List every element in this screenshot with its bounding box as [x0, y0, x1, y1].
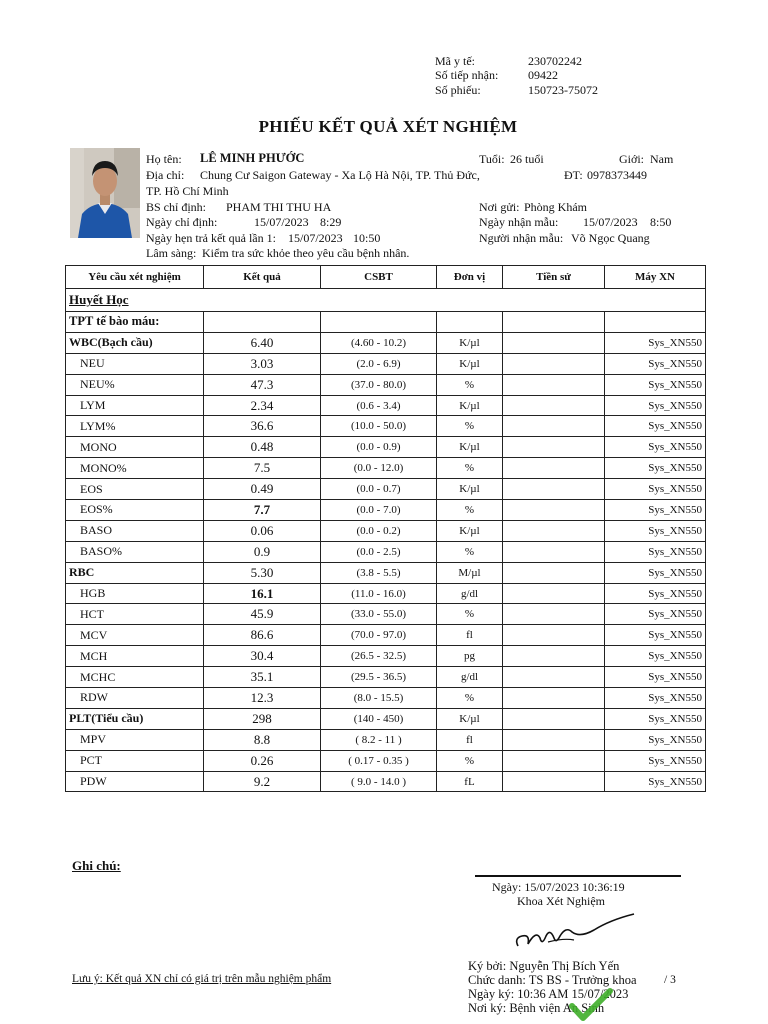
history [503, 708, 605, 729]
history [503, 625, 605, 646]
machine: Sys_XN550 [605, 729, 706, 750]
result-value: 86.6 [204, 625, 321, 646]
test-name: NEU [66, 353, 204, 374]
col-header-result: Kết quả [204, 266, 321, 289]
patient-address-line2: TP. Hồ Chí Minh [146, 184, 229, 198]
unit: K/µl [437, 332, 503, 353]
empty-cell [437, 312, 503, 333]
results-table [65, 265, 706, 792]
unit: % [437, 416, 503, 437]
machine: Sys_XN550 [605, 667, 706, 688]
reference-range: (10.0 - 50.0) [321, 416, 437, 437]
test-name: EOS% [66, 500, 204, 521]
unit: K/µl [437, 395, 503, 416]
gender-label: Giới: [619, 152, 645, 166]
reference-range: (0.0 - 0.9) [321, 437, 437, 458]
machine: Sys_XN550 [605, 541, 706, 562]
reference-range: (4.60 - 10.2) [321, 332, 437, 353]
machine: Sys_XN550 [605, 625, 706, 646]
history [503, 562, 605, 583]
empty-cell [605, 312, 706, 333]
test-name: WBC(Bạch cầu) [66, 332, 204, 353]
history [503, 479, 605, 500]
table-row [66, 416, 706, 437]
unit: g/dl [437, 667, 503, 688]
unit: % [437, 374, 503, 395]
machine: Sys_XN550 [605, 332, 706, 353]
section-title: Huyết Học [66, 289, 706, 312]
history [503, 646, 605, 667]
reference-range: (26.5 - 32.5) [321, 646, 437, 667]
table-row [66, 729, 706, 750]
test-name: MCH [66, 646, 204, 667]
disclaimer: Lưu ý: Kết quả XN chỉ có giá trị trên mẫu nghiệm phẩm [72, 973, 332, 985]
receive-time: 8:50 [650, 215, 672, 229]
age-label: Tuổi: [479, 152, 505, 166]
result-value: 5.30 [204, 562, 321, 583]
test-name: PCT [66, 750, 204, 771]
history [503, 374, 605, 395]
sender-value: Phòng Khám [524, 200, 587, 214]
machine: Sys_XN550 [605, 374, 706, 395]
history [503, 604, 605, 625]
receive-date: 15/07/2023 [583, 215, 638, 229]
unit: % [437, 458, 503, 479]
result-value: 298 [204, 708, 321, 729]
machine: Sys_XN550 [605, 771, 706, 792]
col-header-unit: Đơn vị [437, 266, 503, 289]
test-name: EOS [66, 479, 204, 500]
result-value: 8.8 [204, 729, 321, 750]
reference-range: (2.0 - 6.9) [321, 353, 437, 374]
test-name: LYM% [66, 416, 204, 437]
result-value: 47.3 [204, 374, 321, 395]
table-row [66, 708, 706, 729]
reference-range: (3.8 - 5.5) [321, 562, 437, 583]
empty-cell [503, 312, 605, 333]
ma-y-te-label: Mã y tế: [435, 54, 475, 68]
receive-date-label: Ngày nhận mẫu: [479, 215, 559, 229]
result-value: 7.7 [204, 500, 321, 521]
reference-range: (8.0 - 15.5) [321, 688, 437, 709]
result-value: 36.6 [204, 416, 321, 437]
result-value: 16.1 [204, 583, 321, 604]
so-tiep-nhan-label: Số tiếp nhận: [435, 68, 499, 82]
unit: % [437, 500, 503, 521]
sender-label: Nơi gửi: [479, 200, 520, 214]
machine: Sys_XN550 [605, 416, 706, 437]
verified-check-icon [568, 988, 614, 1024]
reference-range: (0.0 - 0.7) [321, 479, 437, 500]
test-name: MONO% [66, 458, 204, 479]
reference-range: (0.0 - 2.5) [321, 541, 437, 562]
test-name: MONO [66, 437, 204, 458]
signature-divider [475, 875, 681, 877]
patient-gender: Nam [650, 152, 674, 166]
so-phieu-label: Số phiếu: [435, 83, 481, 97]
unit: K/µl [437, 520, 503, 541]
reference-range: (0.0 - 7.0) [321, 500, 437, 521]
result-value: 12.3 [204, 688, 321, 709]
so-phieu-value: 150723-75072 [528, 83, 598, 97]
signed-date: Ngày ký: 10:36 AM 15/07/2023 [468, 987, 629, 1001]
machine: Sys_XN550 [605, 479, 706, 500]
table-header-row [66, 266, 706, 289]
machine: Sys_XN550 [605, 688, 706, 709]
machine: Sys_XN550 [605, 646, 706, 667]
signed-by: Ký bởi: Nguyễn Thị Bích Yến [468, 959, 620, 973]
col-header-range: CSBT [321, 266, 437, 289]
unit: % [437, 750, 503, 771]
ma-y-te-value: 230702242 [528, 54, 582, 68]
history [503, 458, 605, 479]
unit: % [437, 541, 503, 562]
test-name: PDW [66, 771, 204, 792]
result-value: 7.5 [204, 458, 321, 479]
history [503, 500, 605, 521]
machine: Sys_XN550 [605, 562, 706, 583]
reference-range: (37.0 - 80.0) [321, 374, 437, 395]
document-title: PHIẾU KẾT QUẢ XÉT NGHIỆM [258, 117, 518, 136]
test-name: RBC [66, 562, 204, 583]
machine: Sys_XN550 [605, 520, 706, 541]
reference-range: (11.0 - 16.0) [321, 583, 437, 604]
machine: Sys_XN550 [605, 395, 706, 416]
test-name: PLT(Tiểu cầu) [66, 708, 204, 729]
table-row [66, 353, 706, 374]
reference-range: (70.0 - 97.0) [321, 625, 437, 646]
machine: Sys_XN550 [605, 750, 706, 771]
unit: K/µl [437, 437, 503, 458]
table-row [66, 688, 706, 709]
table-row [66, 667, 706, 688]
history [503, 583, 605, 604]
reference-range: (33.0 - 55.0) [321, 604, 437, 625]
return-time: 10:50 [353, 231, 381, 245]
sign-date-line: Ngày: 15/07/2023 10:36:19 [492, 880, 625, 894]
doctor-name: PHAM THI THU HA [226, 200, 332, 214]
unit: K/µl [437, 353, 503, 374]
history [503, 332, 605, 353]
table-row [66, 395, 706, 416]
order-time: 8:29 [320, 215, 342, 229]
result-value: 0.06 [204, 520, 321, 541]
table-row [66, 520, 706, 541]
section-row [66, 289, 706, 312]
result-value: 6.40 [204, 332, 321, 353]
unit: pg [437, 646, 503, 667]
machine: Sys_XN550 [605, 458, 706, 479]
table-row [66, 332, 706, 353]
table-row [66, 771, 706, 792]
history [503, 667, 605, 688]
empty-cell [204, 312, 321, 333]
return-label: Ngày hẹn trả kết quả lần 1: [146, 231, 276, 245]
unit: fl [437, 625, 503, 646]
patient-photo [70, 148, 140, 238]
result-value: 2.34 [204, 395, 321, 416]
signer-position: Chức danh: TS BS - Trưởng khoa [468, 973, 637, 987]
test-name: LYM [66, 395, 204, 416]
history [503, 353, 605, 374]
history [503, 395, 605, 416]
so-tiep-nhan-value: 09422 [528, 68, 558, 82]
order-date-label: Ngày chỉ định: [146, 215, 218, 229]
department: Khoa Xét Nghiệm [517, 894, 605, 908]
result-value: 35.1 [204, 667, 321, 688]
test-name: BASO% [66, 541, 204, 562]
reference-range: (0.6 - 3.4) [321, 395, 437, 416]
machine: Sys_XN550 [605, 500, 706, 521]
result-value: 0.49 [204, 479, 321, 500]
order-date: 15/07/2023 [254, 215, 309, 229]
clinical-value: Kiểm tra sức khỏe theo yêu cầu bệnh nhân. [202, 246, 410, 260]
note-label: Ghi chú: [72, 858, 121, 873]
col-header-test: Yêu cầu xét nghiệm [66, 266, 204, 289]
address-label: Địa chỉ: [146, 168, 185, 182]
table-row [66, 750, 706, 771]
history [503, 416, 605, 437]
reference-range: ( 8.2 - 11 ) [321, 729, 437, 750]
unit: % [437, 688, 503, 709]
result-value: 45.9 [204, 604, 321, 625]
unit: K/µl [437, 708, 503, 729]
table-row [66, 625, 706, 646]
empty-cell [321, 312, 437, 333]
test-name: NEU% [66, 374, 204, 395]
table-row [66, 479, 706, 500]
unit: fl [437, 729, 503, 750]
table-row [66, 604, 706, 625]
unit: g/dl [437, 583, 503, 604]
patient-age: 26 tuổi [510, 152, 544, 166]
test-name: RDW [66, 688, 204, 709]
history [503, 520, 605, 541]
machine: Sys_XN550 [605, 437, 706, 458]
result-value: 0.26 [204, 750, 321, 771]
reference-range: (0.0 - 0.2) [321, 520, 437, 541]
history [503, 771, 605, 792]
unit: M/µl [437, 562, 503, 583]
table-row [66, 437, 706, 458]
reference-range: (140 - 450) [321, 708, 437, 729]
name-label: Họ tên: [146, 152, 182, 166]
table-row [66, 458, 706, 479]
reference-range: (0.0 - 12.0) [321, 458, 437, 479]
result-value: 0.48 [204, 437, 321, 458]
test-name: BASO [66, 520, 204, 541]
reference-range: (29.5 - 36.5) [321, 667, 437, 688]
phone-label: ĐT: [564, 168, 583, 182]
history [503, 729, 605, 750]
unit: fL [437, 771, 503, 792]
patient-phone: 0978373449 [587, 168, 647, 182]
signed-place: Nơi ký: Bệnh viện An Sinh [468, 1001, 605, 1015]
clinical-label: Lâm sàng: [146, 246, 197, 260]
col-header-history: Tiền sử [503, 266, 605, 289]
machine: Sys_XN550 [605, 353, 706, 374]
col-header-machine: Máy XN [605, 266, 706, 289]
reference-range: ( 0.17 - 0.35 ) [321, 750, 437, 771]
test-name: HCT [66, 604, 204, 625]
machine: Sys_XN550 [605, 708, 706, 729]
result-value: 3.03 [204, 353, 321, 374]
result-value: 0.9 [204, 541, 321, 562]
group-row [66, 312, 706, 333]
doctor-label: BS chỉ định: [146, 200, 207, 214]
handwritten-signature [510, 908, 640, 954]
table-row [66, 541, 706, 562]
machine: Sys_XN550 [605, 583, 706, 604]
table-row [66, 374, 706, 395]
receiver-label: Người nhận mẫu: [479, 231, 564, 245]
page-number: / 3 [664, 974, 676, 986]
return-date: 15/07/2023 [288, 231, 343, 245]
test-name: HGB [66, 583, 204, 604]
history [503, 750, 605, 771]
group-title: TPT tế bào máu: [66, 312, 204, 333]
test-name: MPV [66, 729, 204, 750]
table-row [66, 583, 706, 604]
unit: % [437, 604, 503, 625]
patient-address-line1: Chung Cư Saigon Gateway - Xa Lộ Hà Nội, TP. Thủ Đức, [200, 168, 480, 182]
machine: Sys_XN550 [605, 604, 706, 625]
result-value: 9.2 [204, 771, 321, 792]
unit: K/µl [437, 479, 503, 500]
table-row [66, 500, 706, 521]
history [503, 541, 605, 562]
result-value: 30.4 [204, 646, 321, 667]
history [503, 437, 605, 458]
receiver-name: Võ Ngọc Quang [571, 231, 650, 245]
test-name: MCV [66, 625, 204, 646]
patient-name: LÊ MINH PHƯỚC [200, 151, 305, 165]
history [503, 688, 605, 709]
test-name: MCHC [66, 667, 204, 688]
reference-range: ( 9.0 - 14.0 ) [321, 771, 437, 792]
table-row [66, 562, 706, 583]
table-row [66, 646, 706, 667]
